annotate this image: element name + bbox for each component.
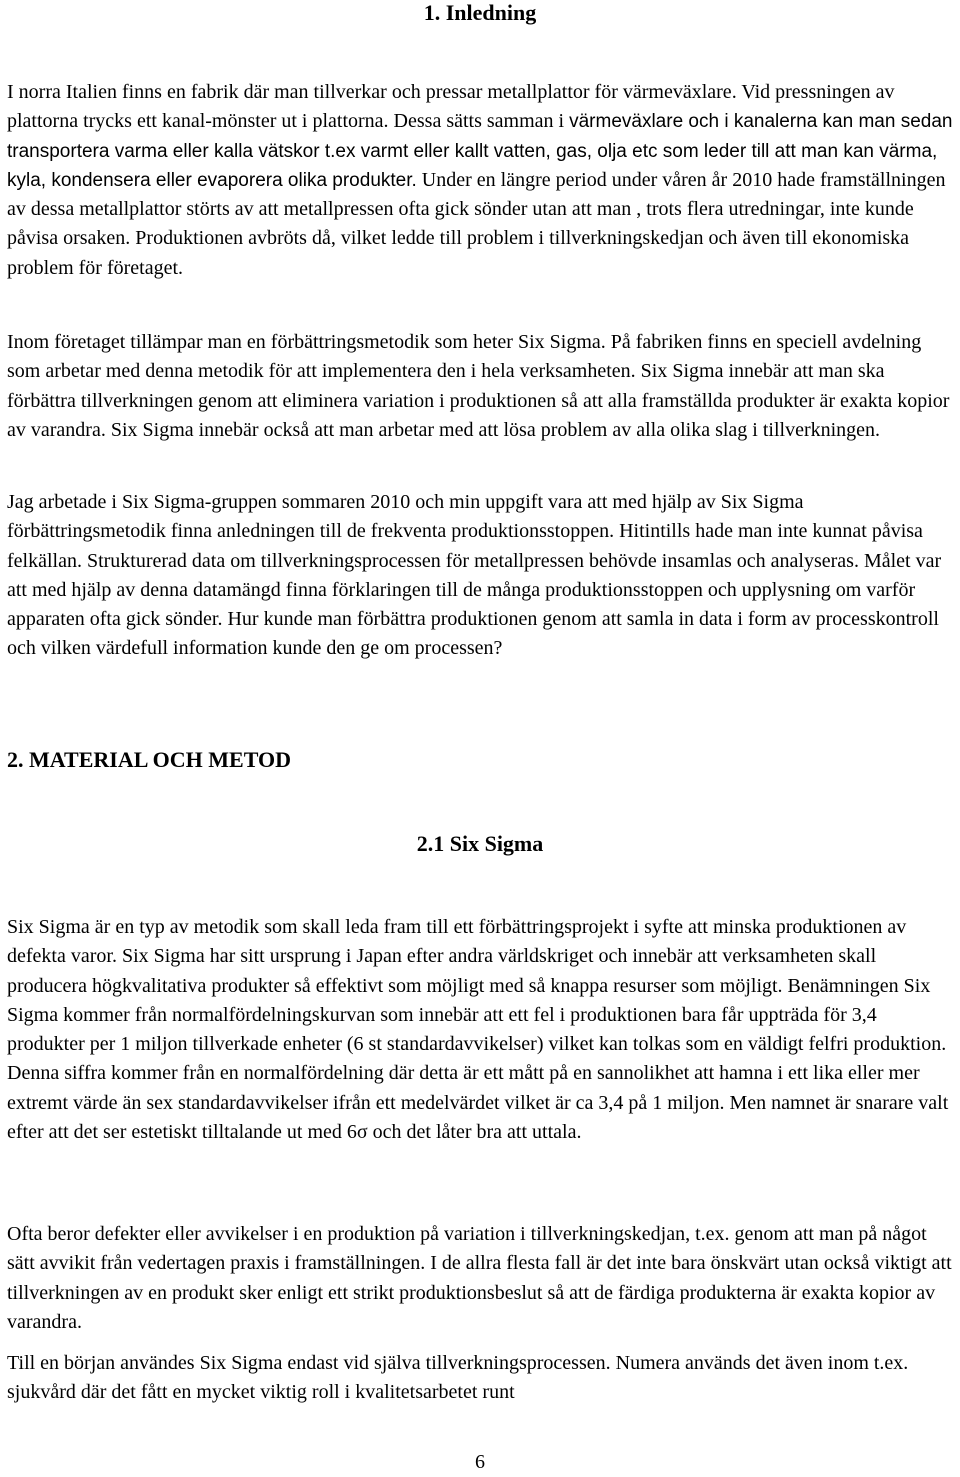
heading-inledning: 1. Inledning <box>423 0 537 25</box>
six-sigma-paragraph-1: Six Sigma är en typ av metodik som skall leda fram till ett förbättringsprojekt i syfte att minska produktionen av defekta varor. Six Sigma har sitt ursprung i Japan efter andra världskriget och innebär att verksamheten skall producera högkvalitativa produkter så effektivt som möjligt med så knappa resurser som möjligt. Benämningen Six Sigma kommer från normalfördelningskurvan som innebär att ett fel i produktionen bara får uppträda för 3,4 produkter per 1 miljon tillverkade enheter (6 st standardavvikelser) vilket kan tolkas som en väldigt felfri produktion. Denna siffra kommer från en normalfördelning där detta är ett mått på en sannolikhet att hamna i ett lika eller mer extremt värde än sex standardavvikelser ifrån ett medelvärdet vilket är ca 3,4 på 1 miljon. Men namnet är snarare valt efter att det ser estetiskt tilltalande ut med 6σ och det låter bra att uttala. <box>7 916 949 1144</box>
page-number: 6 <box>475 1451 485 1473</box>
intro-text-serif-b: Under en längre period under våren år 2010 hade framställningen av dessa metallplattor störts av att metallpressen ofta gick sönder utan att man , trots flera utredningar, inte kunde påvisa orsaken. Produktionen avbröts då, vilket ledde till problem i tillverkningskedjan och även till ekonomiska problem för företaget. <box>7 168 946 279</box>
intro-paragraph-3: Jag arbetade i Six Sigma-gruppen sommaren 2010 och min uppgift vara att med hjälp av Six Sigma förbättringsmetodik finna anledningen till de frekventa produktionsstoppen. Hitintills hade man inte kunnat påvisa felkällan. Strukturerad data om tillverkningsprocessen för metallpressen behövde insamlas och analyseras. Målet var att med hjälp av denna datamängd finna förklaringen till de många produktionsstoppen och upplysning om varför apparaten ofta gick sönder. Hur kunde man förbättra produktionen genom att samla in data i form av processkontroll och vilken värdefull information kunde den ge om processen? <box>7 491 942 660</box>
heading-six-sigma: 2.1 Six Sigma <box>416 831 544 856</box>
six-sigma-paragraph-3: Till en början användes Six Sigma endast vid själva tillverkningsprocessen. Numera används det även inom t.ex. sjukvård där det fått en mycket viktig roll i kvalitetsarbetet runt <box>7 1352 909 1404</box>
intro-paragraph-2: Inom företaget tillämpar man en förbättringsmetodik som heter Six Sigma. På fabriken finns en speciell avdelning som arbetar med denna metodik för att implementera den i hela verksamheten. Six Sigma innebär att man ska förbättra tillverkningen genom att eliminera variation i produktionen så att alla framställda produkter är exakta kopior av varandra. Six Sigma innebär också att man arbetar med att lösa problem av alla olika slag i tillverkningen. <box>7 331 950 441</box>
heading-material-och-metod: 2. MATERIAL OCH METOD <box>7 747 291 772</box>
intro-text-sans: värmeväxlare och i kanalerna kan man sedan transportera varma eller kalla vätskor t.ex varmt eller kallt vatten, gas, olja etc som leder till att man kan värma, kyla, kondensera eller evaporera olika produkter. <box>7 111 953 191</box>
six-sigma-paragraph-2: Ofta beror defekter eller avvikelser i en produktion på variation i tillverkningskedjan, t.ex. genom att man på något sätt avvikit från vedertagen praxis i framställningen. I de allra flesta fall är det inte bara önskvärt utan också viktigt att tillverkningen av en produkt sker enligt ett strikt produktionsbeslut så att de färdiga produkterna är exakta kopior av varandra. <box>7 1223 952 1333</box>
intro-text-serif-a: I norra Italien finns en fabrik där man tillverkar och pressar metallplattor för värmeväxlare. Vid pressningen av plattorna trycks ett kanal-mönster ut i plattorna. Dessa sätts samman i <box>7 81 895 133</box>
intro-paragraph-1 <box>7 78 955 283</box>
